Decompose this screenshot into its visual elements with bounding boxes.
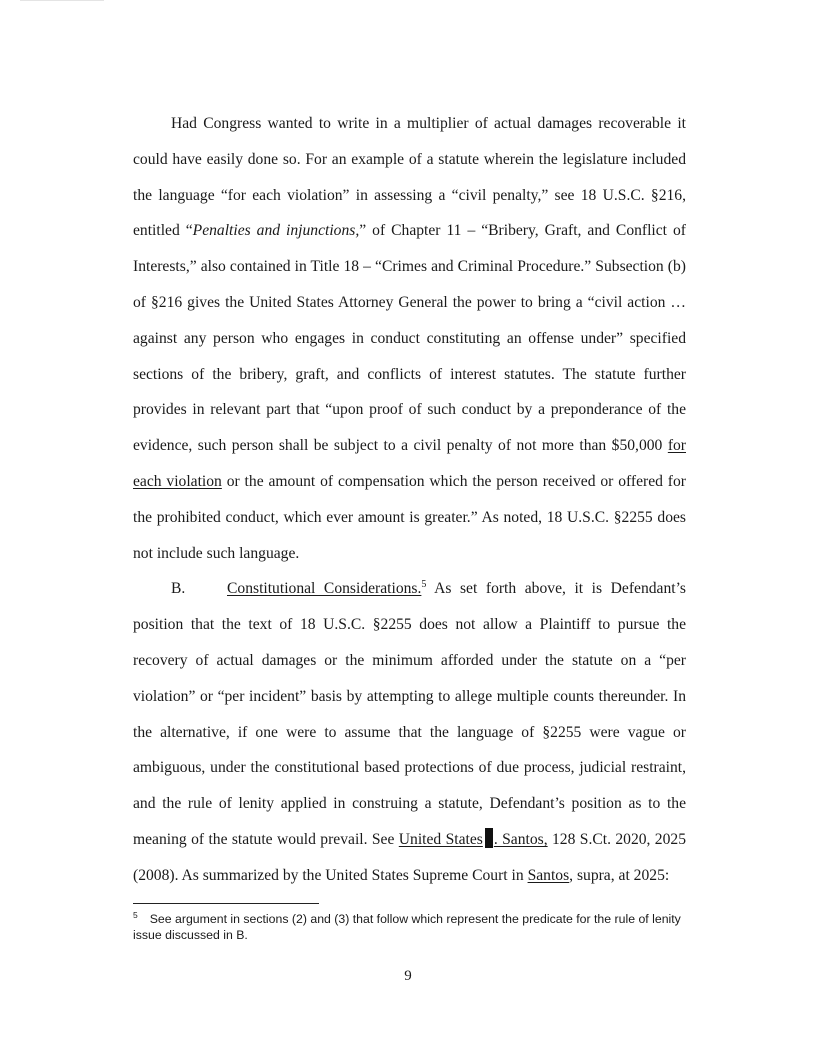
case-citation-name-b: . Santos,	[493, 830, 548, 848]
paragraph-1-text-c: or the amount of compensation which the person received or offered for the prohibited conduct, which ever amount is greater.” As noted, 18 U.S.C. §2255 does not include such language.	[133, 472, 686, 562]
case-citation-name: United States	[398, 830, 483, 848]
paragraph-2-text-c: , supra, at 2025:	[569, 866, 670, 884]
footnote-divider	[133, 903, 319, 904]
body-text	[133, 106, 686, 894]
paragraph-2-text-b: 128 S.Ct. 2020, 2025 (2008). As summarized by the United States Supreme Court in	[133, 830, 686, 884]
scan-artifact	[20, 0, 104, 5]
footnote	[133, 911, 686, 943]
paragraph-1	[133, 106, 686, 571]
underlined-phrase: for each violation	[133, 437, 686, 490]
footnote-text: See argument in sections (2) and (3) that follow which represent the predicate for the rule of lenity issue discussed in B.	[133, 912, 681, 942]
paragraph-1-text-b: ” of Chapter 11 – “Bribery, Graft, and Conflict of Interests,” also contained in Title 18 – “Crimes and Criminal Procedure.” Subsection (b) of §216 gives the United States Attorney General the power to bring a “civil action … against any person who engages in conduct constituting an offense under” specified sections of the bribery, graft, and conflicts of interest statutes. The statute further provides in relevant part that “upon proof of such conduct by a preponderance of the evidence, such person shall be subject to a civil penalty of not more than $50,000	[133, 222, 686, 455]
footnote-number: 5	[133, 909, 138, 920]
footnote-reference: 5	[421, 579, 427, 591]
paragraph-2	[133, 571, 686, 893]
redaction-mark	[485, 828, 493, 848]
page-number: 9	[404, 968, 412, 984]
statute-title: Penalties and injunctions,	[192, 222, 360, 240]
paragraph-1-text-a: Had Congress wanted to write in a multiplier of actual damages recoverable it could have easily done so. For an example of a statute wherein the legislature included the language “for each violation” in assessing a “civil penalty,” see 18 U.S.C. §216, entitled “	[133, 115, 686, 240]
section-letter: B.	[171, 580, 186, 598]
paragraph-2-text-a: As set forth above, it is Defendant’s position that the text of 18 U.S.C. §2255 does not allow a Plaintiff to pursue the recovery of actual damages or the minimum afforded under the statute on a “per violation” or “per incident” basis by attempting to allege multiple counts thereunder. In the alternative, if one were to assume that the language of §2255 were vague or ambiguous, under the constitutional based protections of due process, judicial restraint, and the rule of lenity applied in construing a statute, Defendant’s position as to the meaning of the statute would prevail. See	[133, 580, 686, 848]
section-heading: Constitutional Considerations.	[227, 580, 422, 598]
case-short-name: Santos	[527, 866, 570, 884]
